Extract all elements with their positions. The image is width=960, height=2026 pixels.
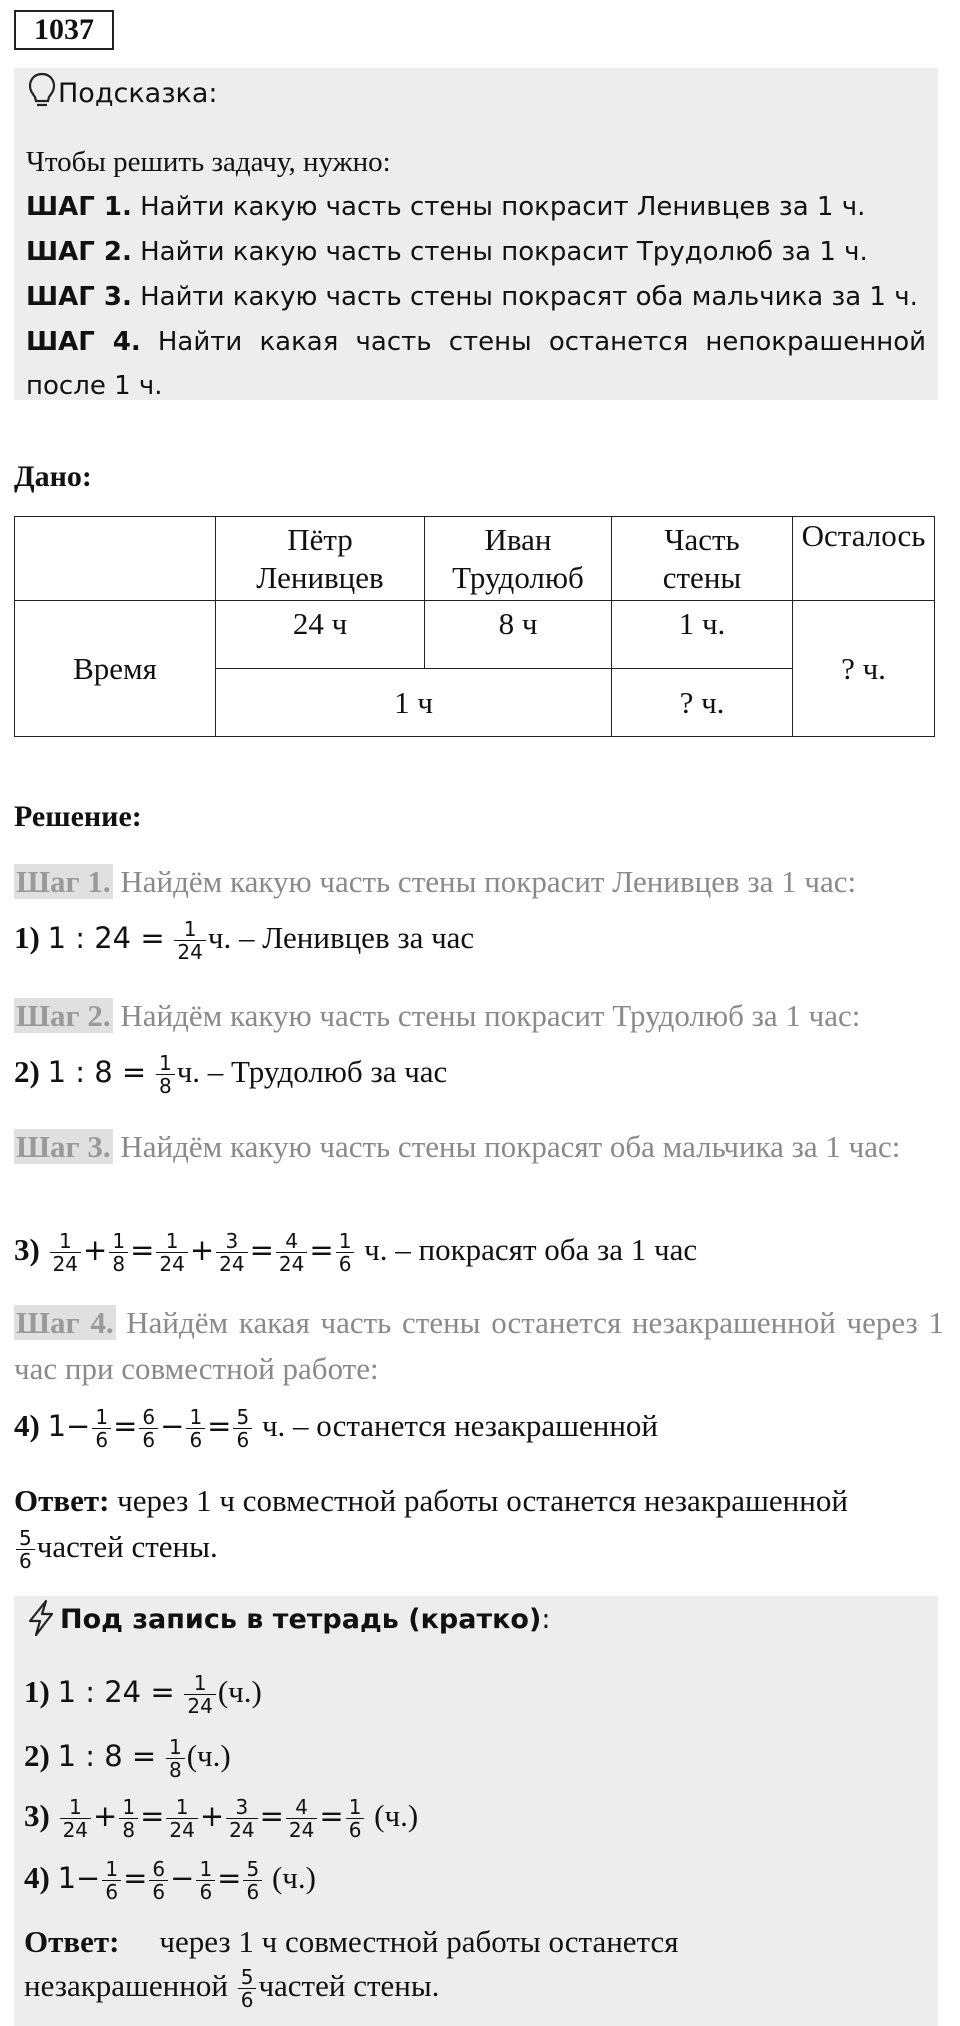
hint-step-1: ШАГ 1. Найти какую часть стены покрасит Ленивцев за 1 ч. bbox=[26, 192, 866, 222]
header-part: Часть стены bbox=[612, 517, 793, 601]
header-petr: Пётр Ленивцев bbox=[216, 517, 425, 601]
hint-title: Подсказка: bbox=[58, 78, 218, 109]
solution-line-1: 1) 1 : 24 = $\frac{1}{24}$ ч. – Ленивцев за час bbox=[14, 917, 475, 965]
given-title: Дано: bbox=[14, 460, 92, 493]
cell-part-1: 1 ч. bbox=[612, 601, 793, 669]
fraction: $\frac{1}{24}$ bbox=[174, 918, 205, 963]
lightbulb-icon bbox=[26, 70, 58, 110]
cell-part-2: ? ч. bbox=[612, 669, 793, 737]
lightning-icon bbox=[24, 1598, 58, 1638]
solution-step-3: Шаг 3. Найдём какую часть стены покрасят оба мальчика за 1 час: bbox=[16, 1129, 901, 1164]
notebook-line-3: 3) $\frac{1}{24}$ + $\frac{1}{8}$ = $\frac{1}{24}$ + $\frac{3}{24}$ = $\frac{4}{24}$ = $\frac{1}{6}$ (ч.) bbox=[24, 1795, 419, 1843]
hint-step-4-cont: после 1 ч. bbox=[26, 371, 163, 401]
fraction: $\frac{1}{8}$ bbox=[156, 1052, 175, 1097]
hint-step-3: ШАГ 3. Найти какую часть стены покрасят оба мальчика за 1 ч. bbox=[26, 282, 918, 312]
solution-line-3: 3) $\frac{1}{24}$ + $\frac{1}{8}$ = $\frac{1}{24}$ + $\frac{3}{24}$ = $\frac{4}{24}$ = $\frac{1}{6}$ ч. – покрасят оба за 1 час bbox=[14, 1229, 698, 1277]
solution-title: Решение: bbox=[14, 800, 142, 833]
row-label-time: Время bbox=[15, 601, 216, 737]
notebook-line-2: 2) 1 : 8 = $\frac{1}{8}$ (ч.) bbox=[24, 1735, 231, 1783]
notebook-title: Под запись в тетрадь (кратко): bbox=[60, 1604, 551, 1635]
task-number: 1037 bbox=[14, 10, 114, 50]
hint-step-4: ШАГ 4. Найти какая часть стены останется непокрашенной bbox=[26, 327, 926, 357]
hint-intro: Чтобы решить задачу, нужно: bbox=[26, 146, 391, 178]
solution-step-4: Шаг 4. Найдём какая часть стены останется незакрашенной через 1 час при совместной работе: bbox=[14, 1305, 944, 1386]
cell-ivan-time: 8 ч bbox=[425, 601, 612, 669]
hint-step-2: ШАГ 2. Найти какую часть стены покрасит Трудолюб за 1 ч. bbox=[26, 237, 868, 267]
table-corner bbox=[15, 517, 216, 601]
header-ivan: Иван Трудолюб bbox=[425, 517, 612, 601]
solution-line-2: 2) 1 : 8 = $\frac{1}{8}$ ч. – Трудолюб за час bbox=[14, 1051, 448, 1099]
solution-line-4: 4) 1− $\frac{1}{6}$ = $\frac{6}{6}$ − $\frac{1}{6}$ = $\frac{5}{6}$ ч. – останется незакрашенной bbox=[14, 1405, 659, 1453]
given-table bbox=[14, 516, 935, 737]
header-remaining: Осталось bbox=[793, 517, 935, 601]
cell-joint-time: 1 ч bbox=[216, 669, 612, 737]
notebook-line-1: 1) 1 : 24 = $\frac{1}{24}$ (ч.) bbox=[24, 1671, 262, 1719]
solution-step-2: Шаг 2. Найдём какую часть стены покрасит Трудолюб за 1 час: bbox=[16, 998, 861, 1033]
cell-petr-time: 24 ч bbox=[216, 601, 425, 669]
notebook-line-4: 4) 1− $\frac{1}{6}$ = $\frac{6}{6}$ − $\frac{1}{6}$ = $\frac{5}{6}$ (ч.) bbox=[24, 1857, 316, 1905]
solution-answer: Ответ: через 1 ч совместной работы останется незакрашенной $\frac{5}{6}$ частей стены. bbox=[14, 1483, 848, 1574]
cell-remaining: ? ч. bbox=[793, 601, 935, 737]
hint-steps bbox=[26, 140, 926, 408]
notebook-answer: Ответ: через 1 ч совместной работы останется незакрашенной $\frac{5}{6}$ частей стены. bbox=[24, 1924, 679, 2013]
solution-step-1: Шаг 1. Найдём какую часть стены покрасит Ленивцев за 1 час: bbox=[16, 864, 857, 899]
